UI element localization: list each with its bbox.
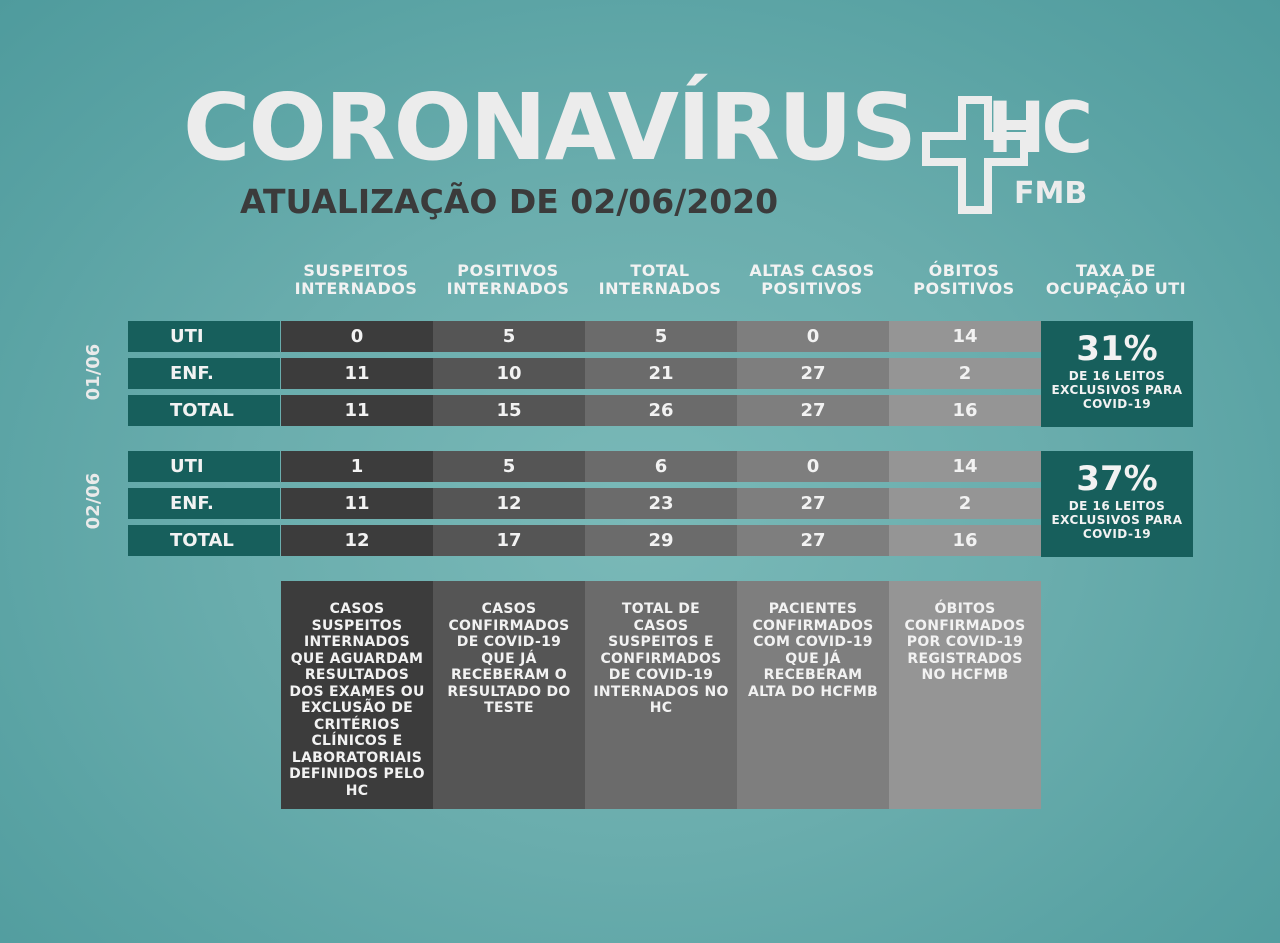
cell-value: 14 xyxy=(889,451,1041,482)
cell-value: 15 xyxy=(433,395,585,426)
page-title: CORONAVÍRUS xyxy=(183,74,915,181)
cell-value: 1 xyxy=(281,451,433,482)
cell-value: 12 xyxy=(433,488,585,519)
cell-value: 0 xyxy=(281,321,433,352)
cell-value: 26 xyxy=(585,395,737,426)
cell-value: 2 xyxy=(889,358,1041,389)
row-label-uti: UTI xyxy=(128,321,280,352)
cell-value: 11 xyxy=(281,395,433,426)
cell-value: 0 xyxy=(737,451,889,482)
cell-value: 10 xyxy=(433,358,585,389)
cell-value: 0 xyxy=(737,321,889,352)
page-subtitle: ATUALIZAÇÃO DE 02/06/2020 xyxy=(240,182,779,221)
cell-value: 21 xyxy=(585,358,737,389)
logo-hc-text: HC xyxy=(987,87,1089,169)
colhead-taxa-uti: TAXA DE OCUPAÇÃO UTI xyxy=(1045,261,1187,298)
cell-value: 27 xyxy=(737,358,889,389)
uti-occupancy-rate-group2 xyxy=(1041,451,1193,557)
cell-value: 16 xyxy=(889,395,1041,426)
cell-value: 17 xyxy=(433,525,585,556)
cell-value: 27 xyxy=(737,488,889,519)
cell-value: 6 xyxy=(585,451,737,482)
cell-value: 12 xyxy=(281,525,433,556)
colhead-suspeitos: SUSPEITOS INTERNADOS xyxy=(294,261,418,298)
colhead-obitos: ÓBITOS POSITIVOS xyxy=(913,261,1015,298)
cell-value: 11 xyxy=(281,358,433,389)
colhead-total: TOTAL INTERNADOS xyxy=(598,261,722,298)
legend-obitos: ÓBITOS CONFIRMADOS POR COVID-19 REGISTRADOS NO HCFMB xyxy=(889,581,1041,809)
logo-fmb-text: FMB xyxy=(1014,176,1088,211)
legend-altas: PACIENTES CONFIRMADOS COM COVID-19 QUE JÁ RECEBERAM ALTA DO HCFMB xyxy=(737,581,889,809)
uti-occupancy-desc: DE 16 LEITOS EXCLUSIVOS PARA COVID-19 xyxy=(1051,369,1183,411)
hcfmb-logo xyxy=(922,87,1097,216)
row-label-enf: ENF. xyxy=(128,358,280,389)
uti-occupancy-desc: DE 16 LEITOS EXCLUSIVOS PARA COVID-19 xyxy=(1051,499,1183,541)
row-label-total: TOTAL xyxy=(128,525,280,556)
row-label-total: TOTAL xyxy=(128,395,280,426)
colhead-positivos: POSITIVOS INTERNADOS xyxy=(446,261,570,298)
legend-suspeitos: CASOS SUSPEITOS INTERNADOS QUE AGUARDAM RESULTADOS DOS EXAMES OU EXCLUSÃO DE CRITÉRIOS CLÍNICOS E LABORATORIAIS DEFINIDOS PELO HC xyxy=(281,581,433,809)
cell-value: 2 xyxy=(889,488,1041,519)
uti-occupancy-percent: 37% xyxy=(1076,459,1158,499)
legend-positivos: CASOS CONFIRMADOS DE COVID-19 QUE JÁ RECEBERAM O RESULTADO DO TESTE xyxy=(433,581,585,809)
cell-value: 16 xyxy=(889,525,1041,556)
uti-occupancy-rate-group1 xyxy=(1041,321,1193,427)
colhead-altas: ALTAS CASOS POSITIVOS xyxy=(749,261,875,298)
uti-occupancy-percent: 31% xyxy=(1076,329,1158,369)
cell-value: 27 xyxy=(737,395,889,426)
date-label-group2: 02/06 xyxy=(83,472,104,530)
cell-value: 5 xyxy=(585,321,737,352)
cell-value: 5 xyxy=(433,451,585,482)
cell-value: 23 xyxy=(585,488,737,519)
cell-value: 5 xyxy=(433,321,585,352)
cell-value: 11 xyxy=(281,488,433,519)
row-label-enf: ENF. xyxy=(128,488,280,519)
row-label-uti: UTI xyxy=(128,451,280,482)
cell-value: 29 xyxy=(585,525,737,556)
date-label-group1: 01/06 xyxy=(83,343,104,401)
cell-value: 27 xyxy=(737,525,889,556)
legend-total: TOTAL DE CASOS SUSPEITOS E CONFIRMADOS DE COVID-19 INTERNADOS NO HC xyxy=(585,581,737,809)
cell-value: 14 xyxy=(889,321,1041,352)
